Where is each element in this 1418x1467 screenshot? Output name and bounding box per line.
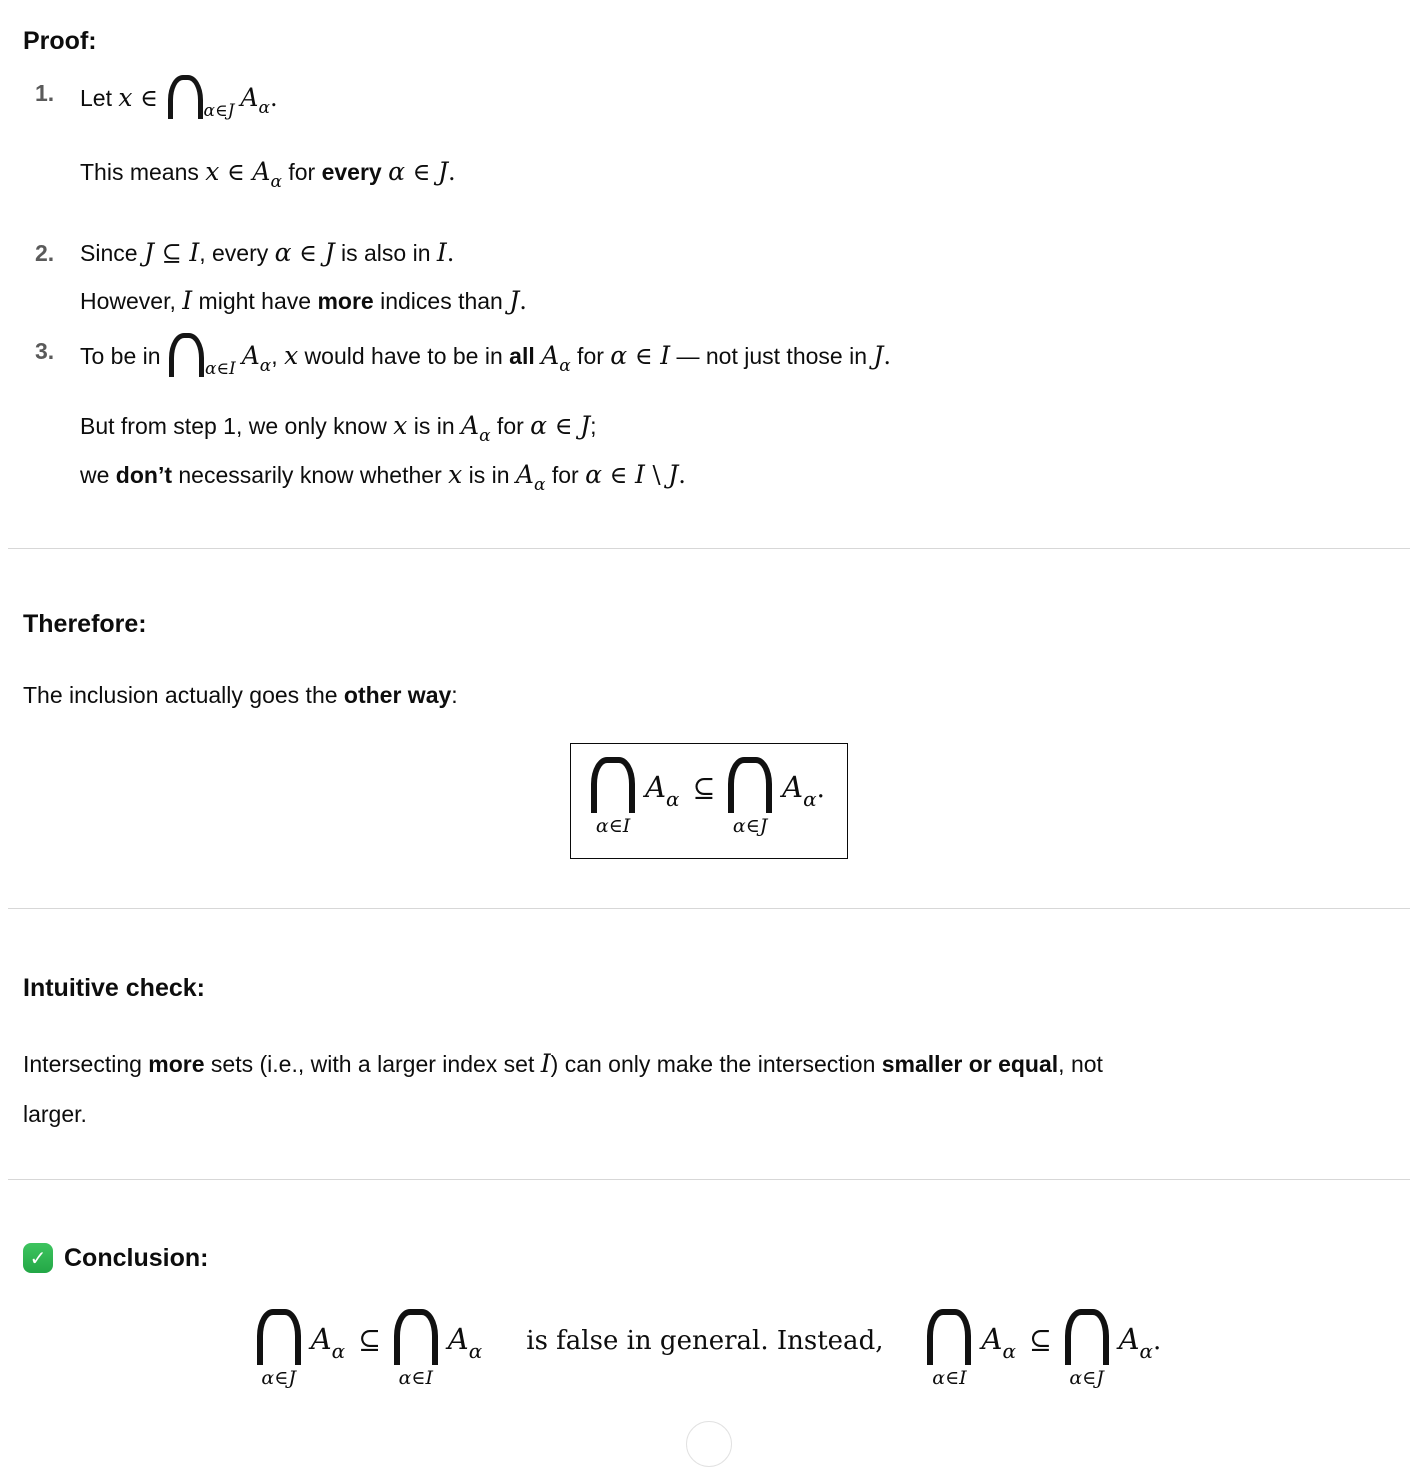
intersection-index-label: α∈I (595, 815, 631, 837)
display-equation (0, 1309, 1418, 1404)
math-symbol: ⊆ (153, 239, 190, 267)
intersection-cap-icon (394, 1309, 438, 1365)
math-subscript: α (258, 98, 270, 118)
math-variable: x (205, 157, 220, 186)
math-symbol: ∈ (547, 412, 581, 440)
text-segment: necessarily know whether (172, 462, 449, 488)
paragraph (0, 408, 1418, 444)
intersection-cap-icon (728, 757, 772, 813)
intersection-cap-icon (169, 333, 204, 377)
math-symbol: . (519, 287, 527, 315)
math-variable: A (461, 411, 480, 440)
math-symbol: . (816, 774, 825, 804)
math-symbol: ∈ (627, 342, 661, 370)
ordered-list-item (0, 75, 1418, 119)
math-subscript: α (331, 1339, 346, 1363)
section-heading (0, 25, 1418, 57)
text-segment: ; (590, 413, 597, 439)
equation-row (257, 1309, 1162, 1404)
proof-document (0, 25, 1418, 1404)
intersection-cap-icon (927, 1309, 971, 1365)
math-variable: α (274, 238, 292, 267)
math-symbol: ∈ (404, 158, 439, 186)
math-variable: x (448, 460, 463, 489)
text-segment: larger. (23, 1101, 87, 1127)
big-intersection-inline: α∈J (166, 85, 241, 111)
math-subscript: α (803, 787, 817, 811)
math-relation-symbol: ⊆ (692, 773, 716, 804)
text-segment: indices than (373, 288, 510, 314)
math-variable: J (668, 460, 679, 489)
math-variable: I (182, 286, 193, 315)
paragraph (0, 1039, 1418, 1139)
big-intersection-display (1065, 1309, 1109, 1389)
text-segment: would have to be in (298, 343, 510, 369)
math-subscript: α (533, 475, 546, 495)
text-segment: for (281, 159, 322, 185)
math-symbol: . (1153, 1326, 1162, 1356)
math-variable: α (530, 411, 548, 440)
math-variable: A (1118, 1322, 1140, 1356)
bold-text-segment: all (509, 343, 535, 369)
text-segment: , every (199, 240, 275, 266)
text-segment: However, (80, 288, 183, 314)
math-symbol: . (883, 342, 892, 370)
bold-text-segment: every (321, 159, 382, 185)
list-item-text (80, 235, 1395, 271)
text-segment: Since (80, 240, 144, 266)
bold-text-segment: more (317, 288, 374, 314)
math-variable: J (580, 411, 591, 440)
math-subscript: α (1139, 1339, 1154, 1363)
big-intersection-display (394, 1309, 438, 1389)
equation-box (570, 743, 848, 859)
math-subscript: α (1002, 1339, 1016, 1363)
math-variable: A (541, 341, 560, 370)
math-variable: J (438, 157, 449, 186)
big-intersection-display (927, 1309, 971, 1389)
bold-text-segment: don’t (115, 462, 172, 488)
section-heading-text: Therefore: (23, 610, 147, 638)
text-segment: To be in (80, 343, 167, 369)
big-intersection-display (257, 1309, 301, 1389)
math-symbol: . (446, 239, 455, 267)
math-variable: A (645, 770, 667, 804)
math-subscript: α (468, 1339, 483, 1363)
text-segment: for (490, 413, 531, 439)
paragraph (0, 677, 1418, 713)
list-item-number: 1. (35, 80, 55, 106)
math-variable: A (240, 83, 259, 112)
math-variable: A (310, 1322, 332, 1356)
ordered-list-item (0, 333, 1418, 377)
math-symbol: is false in general. Instead, (526, 1326, 884, 1356)
math-variable: I (540, 1049, 551, 1078)
math-symbol: ∈ (132, 84, 166, 112)
math-variable: α (610, 341, 628, 370)
math-variable: J (324, 238, 335, 267)
math-subscript: α (666, 787, 680, 811)
section-heading (0, 972, 1418, 1004)
horizontal-divider (8, 1179, 1410, 1180)
math-subscript: α (259, 356, 272, 376)
math-variable: α (388, 157, 405, 186)
text-segment: is in (407, 413, 461, 439)
math-variable: J (873, 341, 884, 370)
text-segment: — not just those in (670, 343, 874, 369)
intersection-cap-icon (1065, 1309, 1109, 1365)
math-variable: I (436, 238, 447, 267)
math-symbol: . (678, 461, 686, 489)
math-variable: I (635, 460, 645, 489)
math-variable: I (660, 341, 671, 370)
math-symbol: ∈ (601, 461, 636, 489)
intersection-index-label: α∈I (932, 1367, 967, 1389)
text-segment: we (80, 462, 116, 488)
bold-text-segment: other way (343, 682, 452, 708)
math-symbol: . (448, 158, 456, 186)
text-segment: sets (i.e., with a larger index set (204, 1051, 541, 1077)
math-subscript: α (559, 356, 571, 376)
text-segment: might have (192, 288, 318, 314)
text-segment: The inclusion actually goes the (23, 682, 344, 708)
math-variable: x (118, 83, 133, 112)
list-item-number: 3. (35, 338, 55, 364)
math-variable: A (981, 1322, 1003, 1356)
big-intersection-inline: α∈I (167, 343, 242, 369)
text-segment: : (451, 682, 458, 708)
math-variable: A (252, 157, 271, 186)
math-variable: α (585, 460, 602, 489)
intersection-cap-icon (257, 1309, 301, 1365)
math-relation-symbol: ⊆ (1028, 1325, 1052, 1356)
paragraph (0, 283, 1418, 319)
bold-text-segment: smaller or equal (881, 1051, 1059, 1077)
text-segment: ) can only make the intersection (550, 1051, 882, 1077)
text-segment: is also in (334, 240, 437, 266)
text-segment: for (570, 343, 611, 369)
text-segment: This means (80, 159, 206, 185)
math-variable: A (515, 460, 534, 489)
math-relation-symbol: ⊆ (358, 1325, 381, 1356)
math-variable: x (393, 411, 408, 440)
math-symbol: ∈ (291, 239, 325, 267)
check-mark-emoji: ✓ (23, 1243, 53, 1273)
math-variable: J (143, 238, 154, 267)
section-heading-text: Intuitive check: (23, 974, 205, 1002)
text-segment: , not (1058, 1051, 1103, 1077)
math-variable: x (284, 341, 299, 370)
text-segment: is in (462, 462, 516, 488)
section-heading-text: Conclusion: (64, 1244, 209, 1272)
text-segment: , (271, 343, 285, 369)
intersection-index-label: α∈J (261, 1367, 296, 1389)
section-heading (0, 1242, 1418, 1274)
list-item-text (80, 75, 1395, 119)
big-intersection-display (591, 757, 635, 837)
intersection-index-label: α∈I (398, 1367, 433, 1389)
math-subscript: α (270, 172, 282, 192)
math-variable: A (782, 770, 804, 804)
text-segment: Let (80, 85, 119, 111)
text-segment: for (545, 462, 586, 488)
math-symbol: . (269, 84, 278, 112)
math-variable: I (189, 238, 200, 267)
text-segment: But from step 1, we only know (80, 413, 394, 439)
horizontal-divider (8, 908, 1410, 909)
math-symbol: \ (644, 461, 669, 489)
section-heading (0, 608, 1418, 640)
math-subscript: α (479, 426, 491, 446)
math-variable: A (447, 1322, 469, 1356)
intersection-cap-icon (168, 75, 203, 119)
list-item-text (80, 333, 1395, 377)
horizontal-divider (8, 548, 1410, 549)
big-intersection-display (728, 757, 772, 837)
scroll-down-button[interactable] (686, 1421, 732, 1467)
bold-text-segment: more (148, 1051, 205, 1077)
list-item-number: 2. (35, 240, 55, 266)
ordered-list-item (0, 235, 1418, 271)
math-symbol: ∈ (219, 158, 253, 186)
section-heading-text: Proof: (23, 27, 97, 55)
intersection-cap-icon (591, 757, 635, 813)
text-segment: Intersecting (23, 1051, 149, 1077)
math-variable: A (241, 341, 260, 370)
paragraph (0, 457, 1418, 493)
intersection-index-label: α∈J (732, 815, 768, 837)
intersection-index-label: α∈J (1069, 1367, 1104, 1389)
display-equation (0, 743, 1418, 859)
math-variable: J (509, 286, 520, 315)
paragraph (0, 154, 1418, 190)
